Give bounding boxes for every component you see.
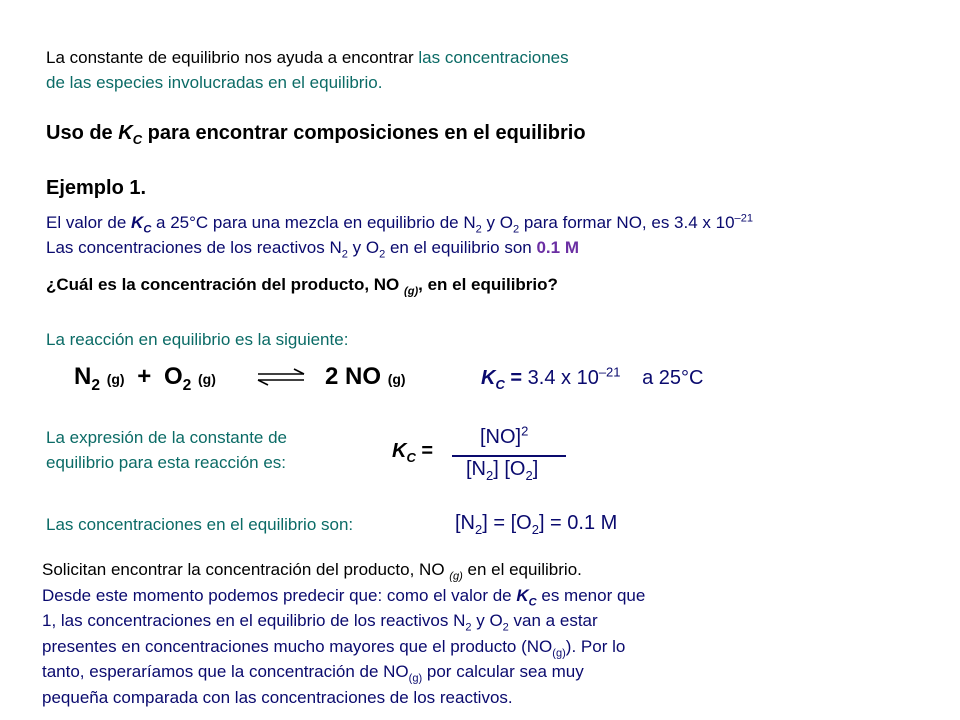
ex-l2-a: Las concentraciones de los reactivos N (46, 238, 342, 257)
den-n2-close: ] (493, 458, 499, 480)
intro-line1-teal: las concentraciones (418, 48, 569, 67)
concl-l2-k: K (516, 585, 529, 605)
conclusion-line4 (42, 634, 645, 660)
reactant-o2-state: (g) (197, 371, 216, 387)
conc-o2: ] = [O (482, 512, 532, 534)
product-no: 2 NO (325, 363, 382, 390)
concl-l3-a: 1, las concentraciones en el equilibrio de los reactivos N (42, 611, 466, 630)
conclusion-line2 (42, 583, 645, 609)
reactant-n2-sub: 2 (91, 376, 101, 394)
reactant-n2: N (74, 363, 92, 390)
kc-value (481, 364, 704, 392)
ex-l1-sub2: 2 (512, 223, 520, 236)
ex-l2-value: 0.1 M (536, 238, 579, 257)
ex-l2-sub1: 2 (341, 248, 348, 261)
den-o2-sub: 2 (525, 468, 533, 483)
conc-o2-sub: 2 (531, 522, 539, 537)
concl-l3-b: y O (471, 611, 503, 630)
ex-l1-k: K (131, 213, 144, 232)
product-state: (g) (387, 371, 406, 387)
den-n2-sub: 2 (486, 468, 494, 483)
ex-l1-b: a 25°C para una mezcla en equilibrio de N (151, 213, 476, 232)
concl-l2-a: Desde este momento podemos predecir que: como el valor de (42, 585, 517, 605)
conc-n2: [N (455, 512, 475, 534)
example-question (46, 275, 558, 298)
conclusion-line1 (42, 557, 645, 583)
heading-prefix: Uso de (46, 122, 119, 144)
section-heading (46, 122, 586, 145)
concl-l1-b: en el equilibrio. (462, 560, 582, 579)
ex-l1-ksub: C (143, 223, 152, 236)
concl-l3-sub1: 2 (465, 621, 472, 634)
conclusion-paragraph (42, 557, 645, 710)
concl-l1-a: Solicitan encontrar la concentración del producto, NO (42, 560, 450, 579)
expr-k-sub: C (406, 450, 416, 465)
concl-l5-a: tanto, esperaríamos que la concentración de NO (42, 662, 409, 681)
plus-sign: + (137, 363, 152, 390)
equilibrium-arrows-icon (256, 368, 308, 386)
intro-text (46, 45, 569, 95)
expression-label (46, 425, 287, 475)
conc-n2-sub: 2 (475, 522, 483, 537)
kc-number: 3.4 x 10 (522, 367, 599, 389)
kc-expression-lhs (392, 440, 433, 463)
ex-l1-a: El valor de (46, 213, 132, 232)
kc-temp: a 25°C (642, 367, 704, 389)
question-b: , en el equilibrio? (418, 275, 558, 294)
reactant-o2: O (163, 363, 183, 390)
den-o2: [O (498, 458, 526, 480)
ex-l1-d: para formar NO, es 3.4 x 10 (519, 213, 735, 232)
intro-line1-plain: La constante de equilibrio nos ayuda a encontrar (46, 48, 419, 67)
reaction-label: La reacción en equilibrio es la siguiente: (46, 330, 349, 349)
concl-l2-b: es menor que (536, 585, 646, 605)
conc-value: ] = 0.1 M (538, 512, 618, 534)
reactant-n2-state: (g) (106, 371, 125, 387)
num-exp: 2 (521, 423, 529, 439)
kc-exp: –21 (598, 364, 621, 380)
kc-fraction (452, 422, 568, 486)
example-line1 (46, 212, 753, 236)
concl-l5-sub: (g) (408, 672, 423, 685)
ex-l1-c: y O (481, 213, 513, 232)
concl-l1-sub: (g) (449, 570, 463, 583)
conclusion-line5 (42, 659, 645, 685)
expression-label-line1: La expresión de la constante de (46, 428, 288, 447)
question-a: ¿Cuál es la concentración del producto, NO (46, 275, 405, 294)
ex-l2-sub2: 2 (379, 248, 386, 261)
heading-suffix: para encontrar composiciones en el equilibrio (142, 122, 586, 144)
concentrations-label: Las concentraciones en el equilibrio son: (46, 515, 354, 534)
heading-k: K (118, 122, 133, 144)
fraction-bar (452, 455, 566, 457)
concl-l3-sub2: 2 (502, 621, 509, 634)
expr-k: K (392, 440, 407, 462)
conclusion-line3 (42, 608, 645, 634)
reactant-o2-sub: 2 (182, 376, 192, 394)
concentrations-equation (455, 512, 617, 535)
kc-k: K (481, 367, 496, 389)
fraction-denominator (466, 458, 538, 481)
reaction-equation (74, 363, 216, 394)
concl-l4-b: ). Por lo (565, 636, 626, 656)
concl-l4-a: presentes en concentraciones mucho mayores que el producto (NO (42, 636, 553, 656)
kc-eq: = (504, 367, 523, 389)
ex-l2-c: en el equilibrio son (385, 238, 537, 257)
concl-l5-b: por calcular sea muy (422, 662, 584, 681)
fraction-numerator (480, 423, 529, 449)
num-no: [NO] (480, 426, 522, 448)
expr-eq: = (415, 440, 434, 462)
example-title: Ejemplo 1. (46, 177, 147, 199)
expression-label-line2: equilibrio para esta reacción es: (46, 453, 287, 472)
den-o2-close: ] (532, 458, 539, 480)
conclusion-line6: pequeña comparada con las concentraciones de los reactivos. (42, 687, 513, 707)
example-line2 (46, 238, 579, 261)
ex-l2-b: y O (347, 238, 380, 257)
den-n2: [N (466, 458, 486, 480)
heading-k-sub: C (132, 132, 143, 147)
reaction-product (325, 363, 406, 391)
kc-sub: C (495, 377, 505, 392)
concl-l2-ksub: C (528, 595, 537, 608)
concl-l3-c: van a estar (508, 611, 598, 630)
ex-l1-sub1: 2 (475, 223, 482, 236)
concl-l4-sub: (g) (552, 646, 566, 659)
ex-l1-exp: –21 (734, 212, 753, 225)
question-sub: (g) (404, 285, 419, 298)
intro-line2-teal: de las especies involucradas en el equilibrio. (46, 73, 383, 92)
